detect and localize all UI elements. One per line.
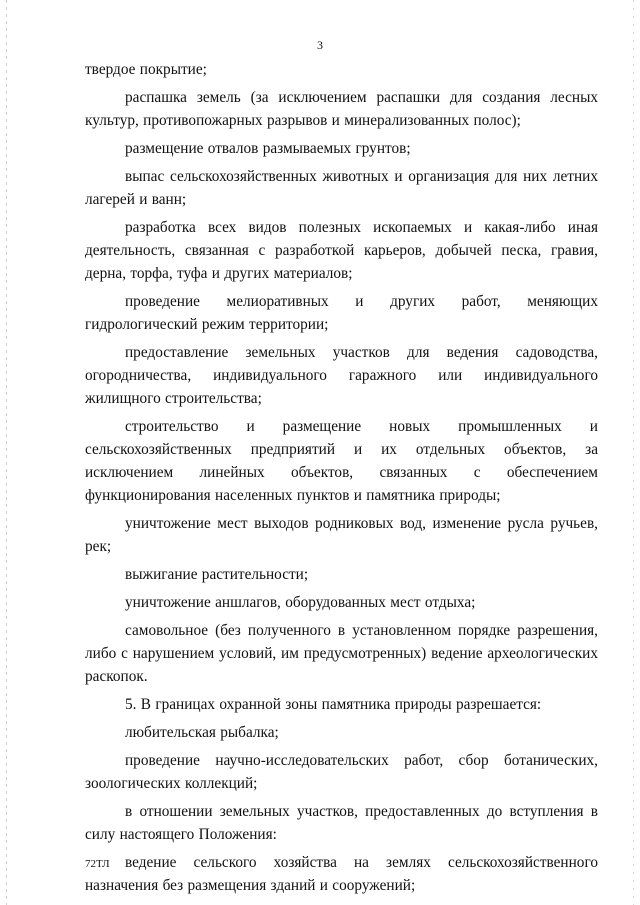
- paragraph: предоставление земельных участков для ведения садоводства, огородничества, индивидуального гаражного или индивидуального жилищного строительства;: [85, 344, 598, 407]
- document-body: [85, 58, 598, 902]
- paragraph: выжигание растительности;: [125, 566, 309, 583]
- paragraph: уничтожение аншлагов, оборудованных мест отдыха;: [125, 594, 476, 611]
- paragraph: проведение научно-исследовательских работ, сбор ботанических, зоологических коллекций;: [85, 752, 598, 792]
- scan-edge-right: [633, 0, 634, 905]
- scan-edge-left: [6, 0, 7, 905]
- paragraph: выпас сельскохозяйственных животных и организация для них летних лагерей и ванн;: [85, 168, 598, 208]
- paragraph: в отношении земельных участков, предоставленных до вступления в силу настоящего Положения:: [85, 803, 598, 843]
- paragraph: любительская рыбалка;: [125, 724, 279, 741]
- paragraph: проведение мелиоративных и других работ, меняющих гидрологический режим территории;: [85, 293, 598, 333]
- paragraph: самовольное (без полученного в установленном порядке разрешения, либо с нарушением условий, им предусмотренных) ведение археологических раскопок.: [85, 622, 598, 685]
- paragraph: строительство и размещение новых промышленных и сельскохозяйственных предприятий и их отдельных объектов, за исключением линейных объектов, связанных с обеспечением функционирования населенных пунктов и памятника природы;: [85, 418, 598, 504]
- paragraph: уничтожение мест выходов родниковых вод, изменение русла ручьев, рек;: [85, 515, 598, 555]
- paragraph: ведение сельского хозяйства на землях сельскохозяйственного назначения без размещения зданий и сооружений;: [85, 854, 598, 894]
- paragraph: разработка всех видов полезных ископаемых и какая-либо иная деятельность, связанная с разработкой карьеров, добычей песка, гравия, дерна, торфа, туфа и других материалов;: [85, 219, 598, 282]
- paragraph: размещение отвалов размываемых грунтов;: [125, 140, 411, 157]
- section-heading-5: 5. В границах охранной зоны памятника природы разрешается:: [125, 696, 542, 713]
- page-number: 3: [317, 38, 323, 52]
- paragraph: распашка земель (за исключением распашки для создания лесных культур, противопожарных разрывов и минерализованных полос);: [85, 89, 598, 129]
- paragraph: твердое покрытие;: [85, 61, 207, 78]
- document-code: 72ТЛ: [85, 858, 110, 870]
